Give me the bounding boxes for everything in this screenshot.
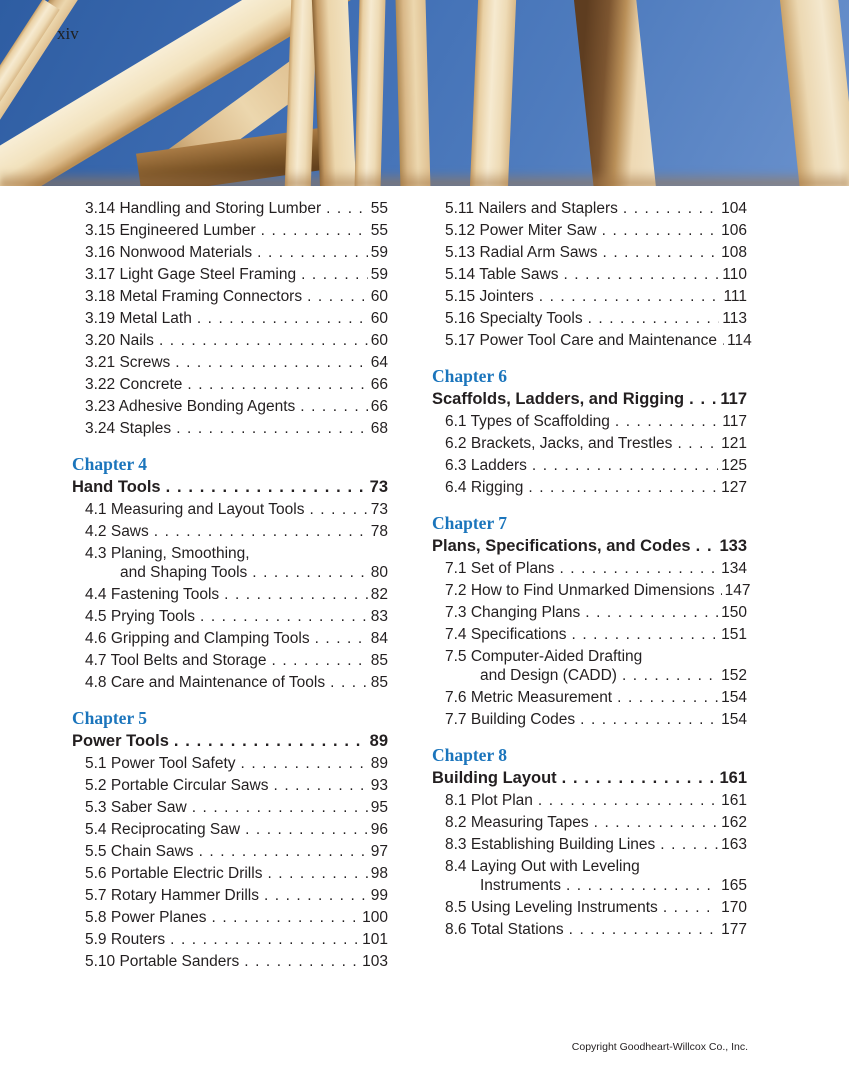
page-number: 103 bbox=[362, 953, 388, 970]
toc-entry bbox=[432, 834, 747, 856]
dot-leader bbox=[564, 875, 718, 897]
chapter-title-row bbox=[72, 729, 388, 753]
page-number: 59 bbox=[370, 244, 388, 261]
toc-entry bbox=[72, 929, 388, 951]
toc-entry-label: Power Tools bbox=[72, 732, 169, 750]
toc-entry-label: 4.8 Care and Maintenance of Tools bbox=[85, 674, 326, 691]
page-number: 154 bbox=[721, 689, 747, 706]
dot-leader bbox=[195, 308, 368, 330]
page-number: 117 bbox=[720, 390, 747, 408]
toc-entry-label: 4.1 Measuring and Layout Tools bbox=[85, 501, 305, 518]
toc-entry-label: 7.4 Specifications bbox=[445, 626, 567, 643]
copyright-notice: Copyright Goodheart-Willcox Co., Inc. bbox=[571, 1041, 748, 1053]
dot-leader bbox=[561, 264, 719, 286]
page-number: 127 bbox=[721, 479, 747, 496]
dot-leader bbox=[586, 308, 720, 330]
chapter-title-row bbox=[72, 475, 388, 499]
toc-entry bbox=[72, 562, 388, 584]
toc-entry bbox=[72, 264, 388, 286]
dot-leader bbox=[197, 841, 368, 863]
dot-leader bbox=[658, 834, 718, 856]
page-number: 154 bbox=[721, 711, 747, 728]
toc-entry bbox=[72, 220, 388, 242]
toc-entry bbox=[432, 558, 747, 580]
toc-entry bbox=[72, 907, 388, 929]
page-number: 60 bbox=[370, 332, 388, 349]
dot-leader bbox=[583, 602, 718, 624]
page-number: 66 bbox=[370, 376, 388, 393]
toc-entry bbox=[432, 687, 747, 709]
dot-leader bbox=[198, 606, 368, 628]
toc-entry-label: 5.6 Portable Electric Drills bbox=[85, 865, 263, 882]
toc-entry-label: 3.20 Nails bbox=[85, 332, 154, 349]
toc-entry-label: 5.14 Table Saws bbox=[445, 266, 559, 283]
page-number: 161 bbox=[721, 792, 747, 809]
dot-leader bbox=[262, 885, 368, 907]
toc-entry bbox=[72, 330, 388, 352]
toc-entry-label: 5.13 Radial Arm Saws bbox=[445, 244, 598, 261]
toc-entry bbox=[432, 580, 751, 602]
page-number: 60 bbox=[370, 288, 388, 305]
toc-entry bbox=[432, 433, 747, 455]
dot-leader bbox=[210, 907, 360, 929]
toc-entry-label: 7.3 Changing Plans bbox=[445, 604, 581, 621]
toc-entry-label: 8.3 Establishing Building Lines bbox=[445, 836, 656, 853]
page-number: 151 bbox=[721, 626, 747, 643]
toc-entry-label: Hand Tools bbox=[72, 478, 161, 496]
dot-leader bbox=[185, 374, 367, 396]
dot-leader bbox=[270, 650, 368, 672]
page-number: 84 bbox=[370, 630, 388, 647]
lumber-stud bbox=[395, 0, 431, 186]
toc-entry bbox=[72, 885, 388, 907]
page-number: 134 bbox=[721, 560, 747, 577]
dot-leader bbox=[530, 455, 718, 477]
toc-entry bbox=[72, 286, 388, 308]
toc-entry-label: 4.5 Prying Tools bbox=[85, 608, 195, 625]
dot-leader bbox=[613, 411, 719, 433]
page-number: 108 bbox=[721, 244, 747, 261]
toc-entry bbox=[72, 352, 388, 374]
dot-leader bbox=[172, 729, 367, 753]
chapter-heading: Chapter 7 bbox=[432, 513, 508, 533]
page-number: 83 bbox=[370, 608, 388, 625]
toc-entry-label: 5.3 Saber Saw bbox=[85, 799, 187, 816]
page-number: 80 bbox=[370, 564, 388, 581]
toc-entry-label: 3.15 Engineered Lumber bbox=[85, 222, 256, 239]
chapter-heading: Chapter 5 bbox=[72, 708, 148, 728]
dot-leader bbox=[324, 198, 368, 220]
toc-entry-label: 5.11 Nailers and Staplers bbox=[445, 200, 618, 217]
toc-entry-label: 8.5 Using Leveling Instruments bbox=[445, 899, 658, 916]
dot-leader bbox=[601, 242, 719, 264]
toc-entry bbox=[432, 875, 747, 897]
page-number: 163 bbox=[721, 836, 747, 853]
page-number: 68 bbox=[370, 420, 388, 437]
chapter-heading: Chapter 4 bbox=[72, 454, 148, 474]
toc-entry-label: Plans, Specifications, and Codes bbox=[432, 537, 691, 555]
page-number: 161 bbox=[719, 769, 747, 787]
dot-leader bbox=[328, 672, 368, 694]
dot-leader bbox=[168, 929, 359, 951]
toc-entry bbox=[72, 797, 388, 819]
page-number: 55 bbox=[370, 200, 388, 217]
dot-leader bbox=[272, 775, 368, 797]
dot-leader bbox=[621, 198, 718, 220]
toc-entry bbox=[432, 242, 747, 264]
page-number: 99 bbox=[370, 887, 388, 904]
dot-leader bbox=[570, 624, 719, 646]
toc-entry-label: 6.1 Types of Scaffolding bbox=[445, 413, 610, 430]
toc-entry bbox=[72, 499, 388, 521]
toc-entry bbox=[72, 628, 388, 650]
dot-leader bbox=[299, 264, 368, 286]
toc-entry bbox=[432, 264, 747, 286]
toc-entry-label: 3.14 Handling and Storing Lumber bbox=[85, 200, 322, 217]
toc-entry bbox=[432, 790, 747, 812]
toc-entry-label: 8.6 Total Stations bbox=[445, 921, 564, 938]
toc-entry bbox=[432, 308, 747, 330]
toc-entry bbox=[72, 841, 388, 863]
chapter-block bbox=[432, 744, 747, 941]
toc-column-right bbox=[432, 198, 752, 973]
toc-entry bbox=[432, 897, 747, 919]
page-number: 114 bbox=[727, 332, 752, 349]
lumber-stud bbox=[469, 0, 516, 186]
dot-leader bbox=[536, 790, 718, 812]
toc-entry bbox=[432, 602, 747, 624]
blurred-foreground-strip bbox=[0, 170, 849, 186]
page-number: 147 bbox=[724, 582, 751, 599]
page-number: 96 bbox=[370, 821, 388, 838]
dot-leader bbox=[250, 562, 367, 584]
toc-entry-label: 5.7 Rotary Hammer Drills bbox=[85, 887, 259, 904]
page-number: 165 bbox=[721, 877, 747, 894]
page-number: 73 bbox=[369, 478, 388, 496]
page-number: 125 bbox=[721, 457, 747, 474]
toc-entry bbox=[72, 584, 388, 606]
toc-entry-label: 5.4 Reciprocating Saw bbox=[85, 821, 241, 838]
toc-entry-label: 3.23 Adhesive Bonding Agents bbox=[85, 398, 296, 415]
toc-entry-label: 4.7 Tool Belts and Storage bbox=[85, 652, 267, 669]
toc-entry-label: 7.5 Computer-Aided Drafting bbox=[445, 648, 643, 665]
toc-entry-label: 5.17 Power Tool Care and Maintenance bbox=[445, 332, 717, 349]
toc-entry-label: 5.16 Specialty Tools bbox=[445, 310, 583, 327]
page-number: 95 bbox=[370, 799, 388, 816]
toc-entry bbox=[432, 455, 747, 477]
dot-leader bbox=[687, 387, 717, 411]
toc-entry bbox=[432, 624, 747, 646]
page-number: 85 bbox=[370, 674, 388, 691]
chapter-block bbox=[432, 365, 747, 499]
page-number: 89 bbox=[370, 755, 388, 772]
chapter-title-row bbox=[432, 534, 747, 558]
page-number: 106 bbox=[721, 222, 747, 239]
page-number: 60 bbox=[370, 310, 388, 327]
page-number: 110 bbox=[722, 266, 747, 283]
toc-entry bbox=[432, 709, 747, 731]
toc-entry-label: Building Layout bbox=[432, 769, 557, 787]
chapter-block bbox=[72, 707, 388, 973]
lumber-stud bbox=[311, 0, 356, 186]
toc-entry bbox=[72, 819, 388, 841]
chapter-title-row bbox=[432, 766, 747, 790]
toc-entry-label: 7.7 Building Codes bbox=[445, 711, 576, 728]
page-number: 133 bbox=[719, 537, 747, 555]
toc-entry bbox=[72, 374, 388, 396]
toc-entry-label: 7.1 Set of Plans bbox=[445, 560, 555, 577]
dot-leader bbox=[620, 665, 718, 687]
toc-entry-label: 5.2 Portable Circular Saws bbox=[85, 777, 269, 794]
toc-entry bbox=[72, 396, 388, 418]
toc-entry bbox=[72, 606, 388, 628]
page-number: 73 bbox=[370, 501, 388, 518]
toc-entry-label: 8.2 Measuring Tapes bbox=[445, 814, 589, 831]
dot-leader bbox=[537, 286, 721, 308]
toc-entry bbox=[72, 753, 388, 775]
dot-leader bbox=[222, 584, 368, 606]
toc-entry-label: 8.4 Laying Out with Leveling bbox=[445, 858, 640, 875]
toc-entry-label: 4.3 Planing, Smoothing, bbox=[85, 545, 250, 562]
toc-entry bbox=[432, 919, 747, 941]
dot-leader bbox=[600, 220, 719, 242]
page-number: 64 bbox=[370, 354, 388, 371]
page-number: 121 bbox=[721, 435, 747, 452]
page-number: 152 bbox=[721, 667, 747, 684]
dot-leader bbox=[255, 242, 368, 264]
dot-leader bbox=[694, 534, 717, 558]
dot-leader bbox=[578, 709, 718, 731]
chapter-block bbox=[72, 453, 388, 694]
page-number: 55 bbox=[370, 222, 388, 239]
page-number: 104 bbox=[721, 200, 747, 217]
toc-entry bbox=[432, 198, 747, 220]
page-number: 78 bbox=[370, 523, 388, 540]
toc-entry-label: 5.10 Portable Sanders bbox=[85, 953, 240, 970]
toc-entry-label: Instruments bbox=[480, 877, 561, 894]
toc-entry-label: 5.1 Power Tool Safety bbox=[85, 755, 236, 772]
page-number: 66 bbox=[370, 398, 388, 415]
dot-leader bbox=[152, 521, 368, 543]
lumber-stud bbox=[354, 0, 386, 186]
toc-entry-label: and Design (CADD) bbox=[480, 667, 617, 684]
dot-leader bbox=[675, 433, 718, 455]
toc-entry bbox=[72, 418, 388, 440]
page-number: 97 bbox=[370, 843, 388, 860]
toc-entry bbox=[432, 665, 747, 687]
toc-entry bbox=[72, 863, 388, 885]
dot-leader bbox=[313, 628, 368, 650]
page-number: 150 bbox=[721, 604, 747, 621]
toc-entry-label: 3.19 Metal Lath bbox=[85, 310, 192, 327]
toc-entry bbox=[432, 330, 752, 352]
page-number: 89 bbox=[369, 732, 388, 750]
page-number: 101 bbox=[362, 931, 388, 948]
toc-entry-label: 3.21 Screws bbox=[85, 354, 171, 371]
toc-entry bbox=[72, 951, 388, 973]
dot-leader bbox=[592, 812, 719, 834]
toc-entry-label: 5.15 Jointers bbox=[445, 288, 534, 305]
chapter-heading: Chapter 8 bbox=[432, 745, 508, 765]
toc-entry bbox=[72, 650, 388, 672]
page-number: 162 bbox=[721, 814, 747, 831]
dot-leader bbox=[259, 220, 368, 242]
dot-leader bbox=[661, 897, 718, 919]
toc-entry-label: 3.18 Metal Framing Connectors bbox=[85, 288, 303, 305]
toc-entry-label: and Shaping Tools bbox=[120, 564, 248, 581]
toc-entry-label: 5.8 Power Planes bbox=[85, 909, 207, 926]
toc-entry bbox=[72, 672, 388, 694]
chapter-title-row bbox=[432, 387, 747, 411]
dot-leader bbox=[164, 475, 367, 499]
dot-leader bbox=[526, 477, 718, 499]
header-photo bbox=[0, 0, 849, 186]
dot-leader bbox=[307, 499, 367, 521]
page-number: xiv bbox=[57, 24, 79, 43]
toc-entry-label: 8.1 Plot Plan bbox=[445, 792, 533, 809]
toc-entry-label: 7.2 How to Find Unmarked Dimensions bbox=[445, 582, 715, 599]
toc-entry bbox=[432, 411, 747, 433]
toc-entry-label: Scaffolds, Ladders, and Rigging bbox=[432, 390, 685, 408]
toc-entry bbox=[432, 286, 747, 308]
dot-leader bbox=[560, 766, 717, 790]
page-number: 98 bbox=[370, 865, 388, 882]
toc-entry-label: 3.17 Light Gage Steel Framing bbox=[85, 266, 297, 283]
toc-entry-label: 3.24 Staples bbox=[85, 420, 172, 437]
dot-leader bbox=[173, 352, 367, 374]
dot-leader bbox=[174, 418, 368, 440]
toc-entry-label: 6.2 Brackets, Jacks, and Trestles bbox=[445, 435, 673, 452]
dot-leader bbox=[305, 286, 368, 308]
toc-entry bbox=[432, 812, 747, 834]
toc-entry bbox=[432, 477, 747, 499]
dot-leader bbox=[242, 951, 359, 973]
page-number: 100 bbox=[362, 909, 388, 926]
toc-entry bbox=[72, 521, 388, 543]
toc-entry-label: 4.4 Fastening Tools bbox=[85, 586, 220, 603]
lumber-stud bbox=[779, 0, 849, 186]
dot-leader bbox=[615, 687, 718, 709]
page-number: 59 bbox=[370, 266, 388, 283]
dot-leader bbox=[190, 797, 368, 819]
dot-leader bbox=[298, 396, 367, 418]
page-number: 85 bbox=[370, 652, 388, 669]
toc-column-left bbox=[72, 198, 388, 973]
dot-leader bbox=[157, 330, 368, 352]
toc-entry-label: 5.12 Power Miter Saw bbox=[445, 222, 597, 239]
toc-entry-label: 7.6 Metric Measurement bbox=[445, 689, 613, 706]
page-number: 111 bbox=[723, 288, 747, 305]
toc-entry bbox=[72, 775, 388, 797]
toc-entry bbox=[72, 308, 388, 330]
page-number: 113 bbox=[722, 310, 747, 327]
toc-entry bbox=[72, 242, 388, 264]
toc-entry-label: 3.16 Nonwood Materials bbox=[85, 244, 253, 261]
dot-leader bbox=[265, 863, 367, 885]
toc-entry-label: 5.5 Chain Saws bbox=[85, 843, 194, 860]
toc-entry-label: 3.22 Concrete bbox=[85, 376, 183, 393]
chapter-block bbox=[432, 512, 751, 731]
page-number: 93 bbox=[370, 777, 388, 794]
toc-entry-label: 4.6 Gripping and Clamping Tools bbox=[85, 630, 310, 647]
lumber-stud bbox=[573, 0, 657, 186]
page-number: 170 bbox=[721, 899, 747, 916]
toc-entry-label: 6.3 Ladders bbox=[445, 457, 527, 474]
page-number: 82 bbox=[370, 586, 388, 603]
dot-leader bbox=[557, 558, 718, 580]
toc-entry-label: 6.4 Rigging bbox=[445, 479, 524, 496]
table-of-contents bbox=[72, 198, 752, 973]
chapter-heading: Chapter 6 bbox=[432, 366, 508, 386]
toc-entry-label: 5.9 Routers bbox=[85, 931, 166, 948]
page-number: 177 bbox=[721, 921, 747, 938]
dot-leader bbox=[243, 819, 368, 841]
toc-entry bbox=[432, 220, 747, 242]
dot-leader bbox=[239, 753, 368, 775]
toc-entry bbox=[72, 198, 388, 220]
toc-entry-label: 4.2 Saws bbox=[85, 523, 149, 540]
page-number: 117 bbox=[722, 413, 747, 430]
dot-leader bbox=[567, 919, 718, 941]
